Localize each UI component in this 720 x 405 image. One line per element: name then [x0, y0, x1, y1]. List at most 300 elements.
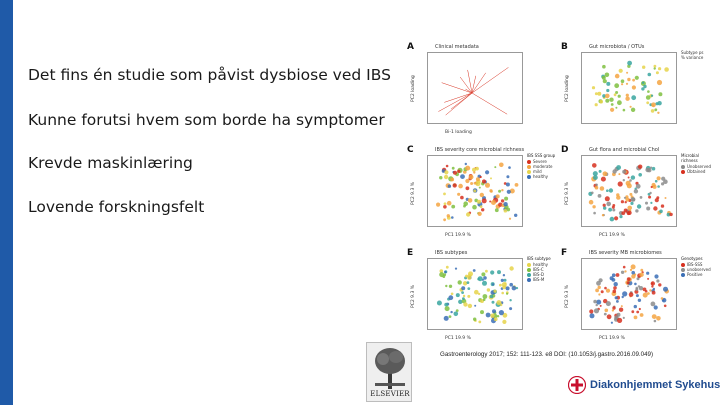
data-point	[486, 313, 491, 318]
plot-area	[427, 52, 523, 124]
data-point	[607, 314, 612, 319]
data-point	[640, 269, 643, 272]
data-point	[504, 279, 507, 282]
y-axis-label: PC2 9.3 %	[411, 181, 416, 205]
data-point	[468, 198, 473, 203]
data-point	[624, 197, 626, 199]
data-point	[480, 176, 482, 178]
data-point	[632, 79, 635, 82]
data-point	[453, 171, 457, 175]
data-point	[647, 168, 651, 172]
legend	[681, 50, 711, 60]
data-point	[618, 95, 621, 98]
data-point	[629, 292, 634, 297]
data-point	[634, 283, 637, 286]
y-axis-label: PC2 9.3 %	[411, 284, 416, 308]
data-point	[606, 301, 611, 306]
data-point	[490, 190, 493, 193]
data-point	[455, 268, 457, 270]
data-point	[639, 273, 643, 277]
data-point	[616, 300, 619, 303]
data-point	[613, 290, 617, 294]
data-point	[598, 194, 602, 198]
data-point	[631, 197, 636, 202]
data-point	[494, 166, 496, 168]
y-axis-label: PC2 loading	[411, 75, 416, 102]
legend-text: unobserved	[687, 267, 711, 272]
data-point	[594, 308, 599, 313]
data-point	[465, 163, 467, 165]
data-point	[451, 216, 454, 219]
data-point	[463, 205, 466, 208]
data-point	[461, 286, 465, 290]
data-point	[626, 94, 629, 97]
data-point	[612, 306, 615, 309]
data-point	[591, 192, 594, 195]
data-point	[489, 201, 491, 203]
data-point	[625, 97, 629, 101]
data-point	[643, 293, 648, 298]
data-point	[590, 313, 595, 318]
data-point	[642, 82, 644, 84]
panel-a	[405, 40, 555, 140]
data-point	[443, 205, 447, 209]
swatch-icon	[681, 273, 685, 277]
data-point	[635, 76, 639, 80]
data-point	[437, 301, 442, 306]
data-point	[595, 289, 599, 293]
data-point	[657, 80, 662, 85]
legend-item	[527, 277, 557, 282]
data-point	[605, 94, 610, 99]
data-point	[499, 310, 504, 315]
legend-title: Microbial richness	[681, 153, 699, 163]
panel-title: IBS severity MB microbiomes	[589, 250, 662, 256]
data-point	[628, 177, 630, 179]
loading-arrow	[472, 93, 507, 114]
data-point	[506, 286, 510, 290]
data-point	[444, 303, 448, 307]
data-point	[593, 175, 598, 180]
data-point	[657, 112, 659, 114]
swatch-icon	[681, 170, 685, 174]
elsevier-logo	[366, 342, 412, 402]
panel-title: Gut microbiota / OTUs	[589, 44, 645, 50]
data-point	[480, 310, 484, 314]
data-point	[627, 78, 630, 81]
data-point	[490, 177, 492, 179]
data-point	[515, 183, 519, 187]
data-point	[651, 109, 655, 113]
data-point	[606, 89, 609, 92]
data-point	[652, 291, 656, 295]
data-point	[648, 196, 651, 199]
data-point	[446, 266, 449, 269]
data-point	[509, 283, 513, 287]
data-point	[458, 280, 462, 284]
data-point	[627, 206, 632, 211]
data-point	[616, 195, 620, 199]
y-axis-label: PC2 loading	[565, 75, 570, 102]
data-point	[617, 313, 621, 317]
scatter-plot	[582, 259, 678, 331]
panel-b	[559, 40, 709, 140]
data-point	[477, 200, 481, 204]
data-point	[599, 278, 603, 282]
data-point	[476, 177, 480, 181]
data-point	[638, 299, 641, 302]
data-point	[467, 295, 470, 298]
data-point	[609, 188, 613, 192]
data-point	[634, 316, 638, 320]
data-point	[659, 210, 663, 214]
legend-title: IBS subtype	[527, 256, 551, 261]
data-point	[651, 102, 656, 107]
data-point	[649, 289, 651, 291]
data-point	[605, 99, 609, 103]
loading-arrow	[468, 70, 472, 93]
data-point	[606, 202, 611, 207]
data-point	[449, 285, 452, 288]
data-point	[654, 67, 656, 69]
data-point	[645, 202, 648, 205]
legend-item: % variance	[681, 55, 704, 60]
data-point	[514, 214, 517, 217]
data-point	[617, 318, 622, 323]
data-point	[626, 181, 631, 186]
panel-label: B	[561, 42, 568, 52]
data-point	[616, 165, 621, 170]
data-point	[456, 293, 460, 297]
data-point	[439, 176, 442, 179]
y-axis-label: PC2 9.3 %	[565, 284, 570, 308]
data-point	[597, 92, 601, 96]
data-point	[598, 286, 601, 289]
data-point	[621, 271, 624, 274]
data-point	[595, 92, 598, 95]
panel-e	[405, 246, 555, 346]
data-point	[604, 287, 607, 290]
data-point	[506, 293, 508, 295]
data-point	[663, 179, 668, 184]
data-point	[444, 175, 448, 179]
data-point	[447, 214, 450, 217]
data-point	[627, 281, 630, 284]
data-point	[626, 72, 628, 74]
legend-text: Obtained	[687, 169, 706, 174]
data-point	[606, 189, 609, 192]
data-point	[603, 79, 607, 83]
data-point	[637, 204, 641, 208]
data-point	[483, 294, 488, 299]
data-point	[463, 302, 467, 306]
data-point	[640, 196, 643, 199]
legend-text: healthy	[533, 174, 549, 179]
data-point	[627, 285, 629, 287]
panel-label: E	[407, 248, 414, 258]
legend-text: IBS-C	[533, 267, 544, 272]
data-point	[603, 206, 606, 209]
data-point	[656, 316, 661, 321]
data-point	[653, 206, 657, 210]
data-point	[463, 281, 467, 285]
plot-area	[581, 52, 677, 124]
data-point	[656, 196, 659, 199]
data-point	[447, 201, 452, 206]
data-point	[635, 288, 638, 291]
data-point	[623, 266, 626, 269]
data-point	[490, 270, 494, 274]
data-point	[625, 201, 627, 203]
x-axis-label: Bi-1 loading	[445, 130, 472, 135]
data-point	[622, 170, 626, 174]
data-point	[444, 316, 449, 321]
x-axis-label: PC1 19.9 %	[445, 336, 471, 341]
data-point	[465, 166, 470, 171]
data-point	[640, 313, 644, 317]
data-point	[656, 279, 659, 282]
data-point	[467, 287, 470, 290]
data-point	[461, 291, 464, 294]
tree-icon	[373, 347, 407, 389]
data-point	[507, 190, 511, 194]
data-point	[623, 109, 626, 112]
data-point	[460, 174, 465, 179]
data-point	[448, 295, 453, 300]
data-point	[651, 186, 653, 188]
data-point	[650, 202, 652, 204]
data-point	[638, 173, 642, 177]
data-point	[618, 173, 620, 175]
plot-area	[581, 258, 677, 330]
legend-text: moderate	[533, 164, 553, 169]
data-point	[654, 305, 658, 309]
data-point	[664, 67, 669, 72]
data-point	[611, 103, 614, 106]
data-point	[473, 189, 476, 192]
bullet-item: Krevde maskinlæring	[28, 154, 193, 172]
data-point	[600, 186, 605, 191]
data-point	[469, 175, 474, 180]
data-point	[496, 300, 501, 305]
y-axis-label: PC2 9.3 %	[565, 181, 570, 205]
data-point	[610, 217, 615, 222]
data-point	[631, 175, 635, 179]
data-point	[639, 308, 641, 310]
data-point	[480, 193, 484, 197]
data-point	[609, 98, 613, 102]
data-point	[485, 170, 489, 174]
legend-text: Unobserved	[687, 164, 712, 169]
data-point	[614, 93, 617, 96]
data-point	[622, 291, 627, 296]
data-point	[444, 202, 447, 205]
data-point	[444, 170, 448, 174]
data-point	[512, 286, 517, 291]
data-point	[490, 295, 494, 299]
data-point	[627, 211, 631, 215]
hospital-logo[interactable]	[568, 376, 718, 396]
data-point	[621, 79, 625, 83]
data-point	[492, 301, 495, 304]
data-point	[655, 180, 658, 183]
data-point	[485, 270, 488, 273]
data-point	[636, 311, 639, 314]
data-point	[651, 302, 656, 307]
data-point	[613, 286, 617, 290]
data-point	[651, 95, 653, 97]
data-point	[593, 212, 596, 215]
figure-citation: Gastroenterology 2017; 152: 111-123. e8 DOI: (10.1053/j.gastro.2016.09.049)	[440, 351, 654, 358]
data-point	[648, 73, 652, 77]
loading-arrow	[442, 83, 472, 93]
legend	[681, 256, 711, 277]
data-point	[477, 278, 480, 281]
data-point	[658, 92, 662, 96]
data-point	[449, 315, 452, 318]
swatch-icon	[527, 175, 531, 179]
data-point	[618, 181, 623, 186]
data-point	[450, 178, 454, 182]
data-point	[604, 313, 607, 316]
data-point	[508, 166, 511, 169]
data-point	[436, 203, 440, 207]
data-point	[647, 278, 649, 280]
data-point	[595, 103, 598, 106]
data-point	[599, 170, 602, 173]
legend-item	[527, 174, 557, 179]
data-point	[656, 71, 659, 74]
data-point	[621, 305, 623, 307]
data-point	[654, 108, 657, 111]
data-point	[657, 176, 661, 180]
data-point	[487, 288, 490, 291]
data-point	[619, 308, 623, 312]
data-point	[606, 289, 610, 293]
data-point	[658, 283, 661, 286]
legend	[527, 153, 557, 179]
scatter-plot	[582, 53, 678, 125]
panel-label: C	[407, 145, 414, 155]
data-point	[480, 205, 483, 208]
data-point	[615, 107, 617, 109]
panel-label: A	[407, 42, 414, 52]
data-point	[617, 100, 622, 105]
legend-text: Positive	[687, 272, 703, 277]
data-point	[654, 65, 657, 68]
data-point	[448, 185, 451, 188]
data-point	[502, 282, 507, 287]
data-point	[468, 304, 472, 308]
legend-text: IBS-D	[533, 272, 544, 277]
data-point	[463, 295, 465, 297]
data-point	[451, 293, 454, 296]
data-point	[452, 167, 455, 170]
data-point	[612, 209, 615, 212]
data-point	[646, 95, 651, 100]
data-point	[602, 76, 606, 80]
legend-item	[681, 272, 711, 277]
hospital-cross-icon	[568, 376, 586, 394]
data-point	[614, 282, 618, 286]
data-point	[631, 264, 636, 269]
legend-title: IBS SSS group	[527, 153, 556, 158]
panel-title: IBS severity core microbial richness	[435, 147, 525, 153]
data-point	[653, 185, 657, 189]
legend-title: Genotypes	[681, 256, 703, 261]
data-point	[612, 206, 615, 209]
data-point	[503, 202, 507, 206]
data-point	[600, 305, 602, 307]
data-point	[652, 167, 656, 171]
data-point	[472, 205, 477, 210]
data-point	[481, 272, 485, 276]
data-point	[632, 85, 636, 89]
data-point	[615, 74, 620, 79]
data-point	[603, 171, 608, 176]
data-point	[654, 274, 658, 278]
data-point	[601, 177, 606, 182]
panel-label: F	[561, 248, 568, 258]
data-point	[443, 193, 446, 196]
accent-bar	[0, 0, 13, 405]
data-point	[466, 186, 470, 190]
data-point	[669, 213, 672, 216]
data-point	[657, 185, 660, 188]
data-point	[450, 311, 452, 313]
bullet-item: Det fins én studie som påvist dysbiose ved IBS	[28, 66, 391, 84]
data-point	[665, 197, 667, 199]
data-point	[481, 208, 484, 211]
data-point	[457, 193, 460, 196]
data-point	[592, 163, 597, 168]
bullet-item: Lovende forskningsfelt	[28, 198, 205, 216]
data-point	[623, 317, 625, 319]
panel-title: Gut flora and microbial Chol	[589, 147, 660, 153]
data-point	[629, 193, 632, 196]
data-point	[506, 183, 510, 187]
data-point	[647, 90, 650, 93]
panel-f	[559, 246, 709, 346]
data-point	[509, 218, 511, 220]
data-point	[630, 106, 632, 108]
data-point	[651, 282, 653, 284]
data-point	[509, 266, 513, 270]
data-point	[661, 297, 664, 300]
data-point	[490, 314, 494, 318]
panel-d	[559, 143, 712, 243]
data-point	[589, 200, 594, 205]
data-point	[605, 309, 609, 313]
data-point	[612, 169, 616, 173]
data-point	[642, 66, 645, 69]
data-point	[501, 279, 504, 282]
data-point	[496, 194, 500, 198]
data-point	[457, 170, 460, 173]
data-point	[470, 182, 473, 185]
data-point	[602, 214, 604, 216]
data-point	[460, 196, 464, 200]
data-point	[501, 199, 504, 202]
swatch-icon	[527, 278, 531, 282]
data-point	[478, 212, 482, 216]
legend-text: IBS-SSS	[687, 262, 703, 267]
data-point	[635, 209, 638, 212]
legend-text: healthy	[533, 262, 549, 267]
data-point	[479, 187, 481, 189]
plot-area	[427, 258, 523, 330]
data-point	[612, 309, 614, 311]
